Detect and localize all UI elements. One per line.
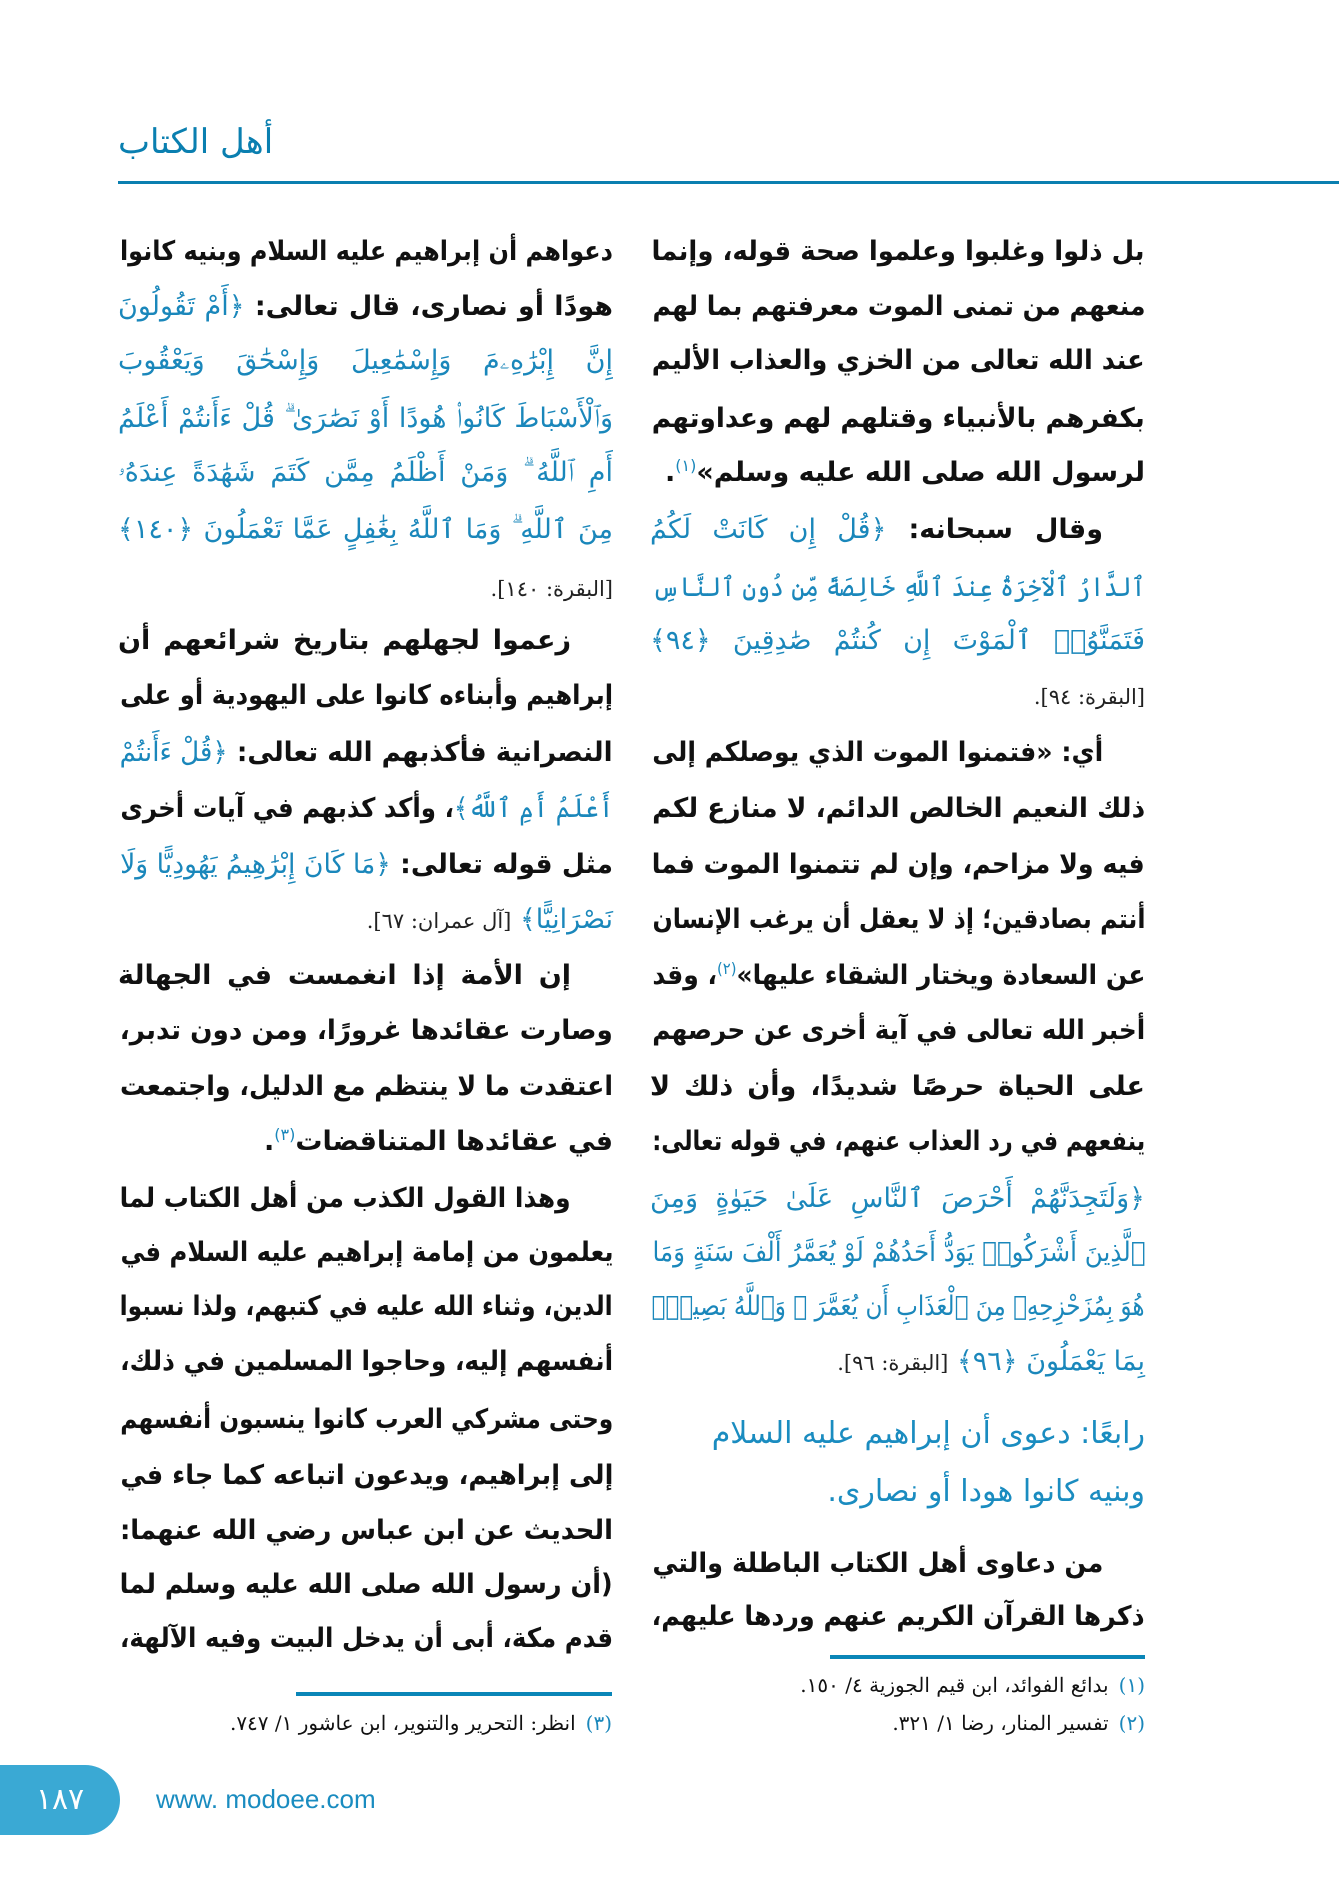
header-rule <box>118 181 1339 184</box>
body-text: على الحياة حرصًا شديدًا، وأن ذلك لا <box>650 1071 1145 1102</box>
footnote-text: بدائع الفوائد، ابن قيم الجوزية ٤/ ١٥٠. <box>800 1673 1109 1697</box>
body-text: اعتقدت ما لا ينتظم مع الدليل، واجتمعت <box>120 1071 613 1102</box>
section-heading: رابعًا: دعوى أن إبراهيم عليه السلام <box>711 1416 1145 1451</box>
line-content <box>120 1227 613 1279</box>
line-content <box>118 393 613 445</box>
footnote-text: تفسير المنار، رضا ١/ ٣٢١. <box>892 1711 1109 1735</box>
line-content <box>118 615 571 667</box>
text-line <box>118 1336 613 1388</box>
body-text: وصارت عقائدها غرورًا، ومن دون تدبر، <box>120 1015 613 1046</box>
line-content <box>118 504 613 556</box>
body-text: إن الأمة إذا انغمست في الجهالة <box>118 960 571 991</box>
text-line <box>118 615 613 667</box>
footnote-2 <box>892 1710 1145 1736</box>
body-text: هودًا أو نصارى، قال تعالى: <box>244 291 613 322</box>
line-content <box>712 1408 1145 1460</box>
body-text: عن السعادة ويختار الشقاء عليها» <box>736 960 1145 991</box>
text-line <box>118 562 613 614</box>
quran-verse: ﴿قُلْ إِن كَانَتْ لَكُمُ <box>650 514 887 545</box>
body-text: ، وأكد كذبهم في آيات أخرى <box>120 793 454 824</box>
quran-verse: وَٱلْأَسْبَاطَ كَانُوا۟ هُودًا أَوْ نَصَٰرَىٰ ۗ قُلْ ءَأَنتُمْ أَعْلَمُ <box>118 403 613 434</box>
text-line <box>650 1227 1145 1279</box>
body-text: الدين، وثناء الله عليه في كتبهم، ولذا نسبوا <box>120 1291 613 1322</box>
line-content <box>120 670 613 722</box>
text-line <box>118 504 613 556</box>
text-line <box>650 281 1145 333</box>
footnote-rule-left <box>296 1692 612 1696</box>
quran-verse: ٱلَّذِينَ أَشْرَكُوا۟ يَوَدُّ أَحَدُهُمْ لَوْ يُعَمَّرُ أَلْفَ سَنَةٍ وَمَا <box>652 1237 1145 1268</box>
quran-verse: بِمَا يَعْمَلُونَ ﴿٩٦﴾ <box>948 1346 1145 1377</box>
line-content <box>652 281 1145 333</box>
line-content <box>652 226 1145 278</box>
quran-verse: هُوَ بِمُزَحْزِحِهِۦ مِنَ ٱلْعَذَابِ أَن يُعَمَّرَ ۗ وَٱللَّهُ بَصِيرٌۢ <box>652 1291 1145 1322</box>
text-line <box>118 281 613 333</box>
text-line <box>118 335 613 387</box>
text-line <box>650 839 1145 891</box>
verse-reference: [البقرة: ٩٦]. <box>837 1351 949 1375</box>
body-text: . <box>664 457 676 488</box>
body-text: ينفعهم في رد العذاب عنهم، في قوله تعالى: <box>652 1126 1145 1157</box>
body-text: من دعاوى أهل الكتاب الباطلة والتي <box>652 1548 1103 1579</box>
line-content <box>120 783 613 835</box>
body-text: وحتى مشركي العرب كانوا ينسبون أنفسهم <box>120 1404 613 1435</box>
section-heading: وبنيه كانوا هودا أو نصارى. <box>827 1474 1145 1509</box>
line-content <box>367 894 613 947</box>
text-line <box>118 727 613 779</box>
line-content <box>652 1281 1145 1333</box>
text-line <box>118 226 613 278</box>
text-line <box>118 894 613 946</box>
website-link[interactable]: www. modoee.com <box>156 1784 376 1814</box>
verse-reference: [البقرة: ١٤٠]. <box>490 577 613 601</box>
quran-verse: مِنَ ٱللَّهِ ۗ وَمَا ٱللَّهُ بِغَٰفِلٍ عَمَّا تَعْمَلُونَ ﴿١٤٠﴾ <box>118 514 613 545</box>
body-text: زعموا لجهلهم بتاريخ شرائعهم أن <box>118 625 571 656</box>
footnote-marker[interactable]: (١) <box>675 456 697 475</box>
line-content <box>118 281 613 333</box>
text-line <box>650 727 1145 779</box>
text-line <box>118 1173 613 1225</box>
text-line <box>650 1173 1145 1225</box>
text-line <box>650 504 1145 556</box>
line-content <box>120 1173 571 1225</box>
line-content <box>1034 670 1145 723</box>
footnote-number: (١) <box>1118 1673 1145 1697</box>
footnote-marker[interactable]: (٢) <box>716 959 737 978</box>
text-line <box>650 226 1145 278</box>
text-line <box>118 1613 613 1665</box>
text-line <box>650 393 1145 445</box>
text-line <box>118 1505 613 1557</box>
line-content <box>652 1538 1103 1590</box>
line-content <box>491 562 613 615</box>
line-content <box>120 1505 613 1557</box>
verse-reference: [البقرة: ٩٤]. <box>1033 685 1145 709</box>
text-line <box>650 1281 1145 1333</box>
line-content <box>652 1005 1145 1057</box>
line-content <box>652 783 1145 835</box>
line-content <box>120 1061 613 1113</box>
body-text: أي: «فتمنوا الموت الذي يوصلكم إلى <box>652 737 1103 768</box>
quran-verse: ٱلدَّارُ ٱلْآخِرَةُ عِندَ ٱللَّهِ خَالِصَةً مِّن دُونِ ٱلنَّاسِ <box>652 572 1145 603</box>
line-content <box>120 839 613 891</box>
quran-verse: ﴿قُلْ ءَأَنتُمْ <box>120 737 229 768</box>
body-text: يعلمون من إمامة إبراهيم عليه السلام في <box>120 1237 613 1268</box>
quran-verse: إِنَّ إِبْرَٰهِۦمَ وَإِسْمَٰعِيلَ وَإِسْحَٰقَ وَيَعْقُوبَ <box>118 345 613 376</box>
text-line <box>650 1116 1145 1168</box>
text-line <box>650 1538 1145 1590</box>
line-content <box>652 727 1103 779</box>
body-text: النصرانية فأكذبهم الله تعالى: <box>228 737 614 768</box>
text-line <box>118 1281 613 1333</box>
line-content <box>118 950 571 1002</box>
text-line <box>118 1394 613 1446</box>
text-line <box>650 670 1145 722</box>
text-line <box>118 1061 613 1113</box>
line-content <box>650 1173 1145 1225</box>
body-text: بل ذلوا وغلبوا وعلموا صحة قوله، وإنما <box>652 236 1145 267</box>
line-content <box>650 1061 1145 1113</box>
line-content <box>120 1281 613 1333</box>
text-line <box>650 335 1145 387</box>
line-content <box>652 894 1145 946</box>
page-number-badge: ١٨٧ <box>0 1765 120 1835</box>
text-line <box>650 783 1145 835</box>
line-content <box>118 335 613 387</box>
line-content <box>120 1450 613 1502</box>
line-content <box>652 562 1145 614</box>
quran-verse: أَمِ ٱللَّهُ ۗ وَمَنْ أَظْلَمُ مِمَّن كَتَمَ شَهَٰدَةً عِندَهُۥ <box>118 457 613 488</box>
line-content <box>120 1336 613 1388</box>
quran-verse: ﴿أَمْ تَقُولُونَ <box>118 291 245 322</box>
footnote-number: (٢) <box>1118 1711 1145 1735</box>
line-content <box>120 1394 613 1446</box>
line-content <box>665 447 1145 499</box>
line-content <box>120 1005 613 1057</box>
body-text: فيه ولا مزاحم، وإن لم تتمنوا الموت فما <box>652 849 1145 880</box>
verse-reference: [آل عمران: ٦٧]. <box>366 909 512 933</box>
footnote-marker[interactable]: (٣) <box>274 1125 296 1144</box>
line-content <box>652 393 1145 445</box>
line-content <box>652 1116 1145 1168</box>
body-text: (أن رسول الله صلى الله عليه وسلم لما <box>120 1569 613 1600</box>
footnote-number: (٣) <box>585 1711 612 1735</box>
line-content <box>120 727 613 779</box>
line-content <box>652 950 1145 1002</box>
line-content <box>120 1613 613 1665</box>
text-line <box>118 393 613 445</box>
section-heading-line <box>650 1408 1145 1460</box>
text-line <box>118 950 613 1002</box>
body-text: دعواهم أن إبراهيم عليه السلام وبنيه كانوا <box>120 236 613 267</box>
text-line <box>118 1450 613 1502</box>
text-line <box>650 1591 1145 1643</box>
text-line <box>118 447 613 499</box>
text-line <box>118 670 613 722</box>
body-text: أخبر الله تعالى في آية أخرى عن حرصهم <box>652 1015 1145 1046</box>
line-content <box>120 1559 613 1611</box>
line-content <box>652 1227 1145 1279</box>
footnote-rule-right <box>830 1655 1145 1659</box>
text-line <box>650 562 1145 614</box>
line-content <box>120 226 613 278</box>
body-text: منعهم من تمنى الموت معرفتهم بما لهم <box>652 291 1145 322</box>
body-text: أنتم بصادقين؛ إذ لا يعقل أن يرغب الإنسان <box>652 904 1145 935</box>
body-text: وهذا القول الكذب من أهل الكتاب لما <box>120 1183 571 1214</box>
text-line <box>118 1559 613 1611</box>
body-text: أنفسهم إليه، وحاجوا المسلمين في ذلك، <box>120 1346 613 1377</box>
line-content <box>837 1336 1145 1389</box>
body-text: ، وقد <box>652 960 717 991</box>
quran-verse: أَعْلَمُ أَمِ ٱللَّهُ﴾ <box>453 793 613 824</box>
line-content <box>652 335 1145 387</box>
line-content <box>264 1116 613 1168</box>
body-text: ذكرها القرآن الكريم عنهم وردها عليهم، <box>652 1601 1145 1632</box>
text-line <box>118 1116 613 1168</box>
text-line <box>650 447 1145 499</box>
footnote-1 <box>800 1672 1145 1698</box>
line-content <box>650 504 1103 556</box>
body-text: . <box>264 1126 275 1157</box>
body-text: لرسول الله صلى الله عليه وسلم» <box>696 457 1145 488</box>
text-line <box>650 1336 1145 1388</box>
text-line <box>650 894 1145 946</box>
running-header-title: أهل الكتاب <box>118 122 274 162</box>
footnote-3 <box>230 1710 612 1736</box>
text-line <box>650 1061 1145 1113</box>
line-content <box>827 1466 1145 1518</box>
text-line <box>118 1005 613 1057</box>
body-text: مثل قوله تعالى: <box>390 849 613 880</box>
quran-verse: فَتَمَنَّوُا۟ ٱلْمَوْتَ إِن كُنتُمْ صَٰدِقِينَ ﴿٩٤﴾ <box>650 625 1145 656</box>
body-text: وقال سبحانه: <box>886 514 1103 545</box>
text-line <box>118 1227 613 1279</box>
body-text: بكفرهم بالأنبياء وقتلهم لهم وعداوتهم <box>652 403 1145 434</box>
text-line <box>650 1005 1145 1057</box>
body-text: إبراهيم وأبناءه كانوا على اليهودية أو على <box>120 680 613 711</box>
body-text: قدم مكة، أبى أن يدخل البيت وفيه الآلهة، <box>120 1623 613 1654</box>
line-content <box>652 839 1145 891</box>
line-content <box>650 615 1145 667</box>
text-line <box>650 615 1145 667</box>
line-content <box>118 447 613 499</box>
body-text: عند الله تعالى من الخزي والعذاب الأليم <box>652 345 1145 376</box>
section-heading-line <box>650 1466 1145 1518</box>
text-line <box>118 783 613 835</box>
quran-verse: نَصْرَانِيًّا﴾ <box>511 904 613 935</box>
quran-verse: ﴿وَلَتَجِدَنَّهُمْ أَحْرَصَ ٱلنَّاسِ عَلَىٰ حَيَوٰةٍ وَمِنَ <box>650 1183 1145 1214</box>
body-text: في عقائدها المتناقضات <box>295 1126 613 1157</box>
quran-verse: ﴿مَا كَانَ إِبْرَٰهِيمُ يَهُودِيًّا وَلَا <box>120 849 391 880</box>
body-text: إلى إبراهيم، ويدعون اتباعه كما جاء في <box>120 1460 613 1491</box>
footnote-text: انظر: التحرير والتنوير، ابن عاشور ١/ ٧٤٧. <box>229 1711 576 1735</box>
body-text: الحديث عن ابن عباس رضي الله عنهما: <box>120 1515 613 1546</box>
body-text: ذلك النعيم الخالص الدائم، لا منازع لكم <box>652 793 1145 824</box>
text-line <box>650 950 1145 1002</box>
text-line <box>118 839 613 891</box>
line-content <box>652 1591 1145 1643</box>
